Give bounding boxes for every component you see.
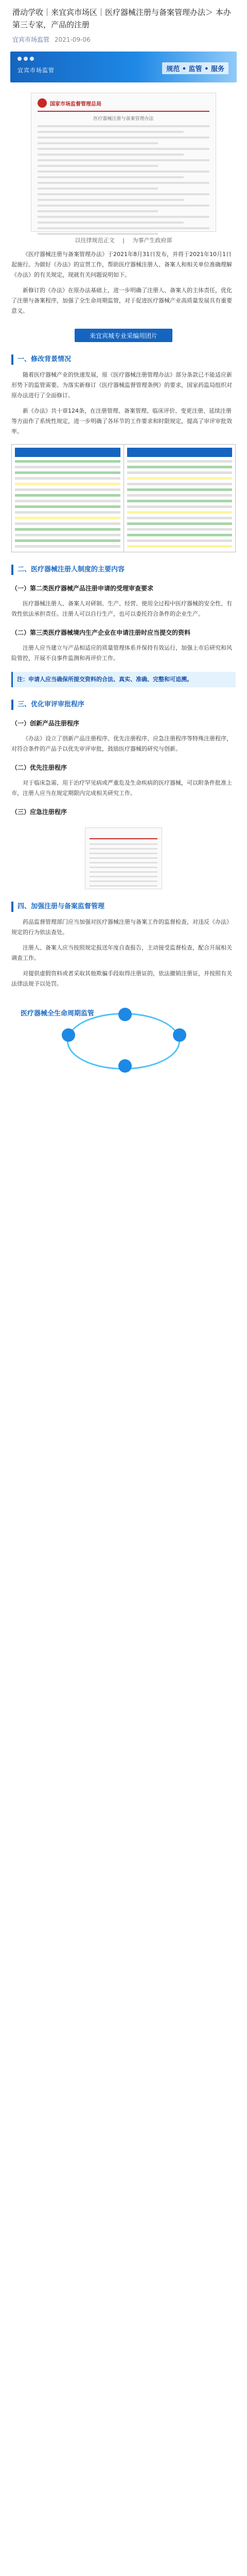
thumbnail-line xyxy=(90,885,157,887)
document-line xyxy=(38,222,184,224)
table-cell xyxy=(15,466,120,468)
document-line xyxy=(38,193,209,195)
table-cell xyxy=(15,517,120,519)
document-line xyxy=(38,176,184,178)
lifecycle-node-icon xyxy=(118,1008,132,1021)
table-cell xyxy=(15,534,120,536)
comparison-table-image xyxy=(11,444,236,552)
table-header-cell xyxy=(15,448,120,457)
header-banner xyxy=(10,52,237,82)
thumbnail-header xyxy=(90,832,157,839)
account-name[interactable]: 宜宾市场监管 xyxy=(12,36,50,43)
lifecycle-node-icon xyxy=(173,1028,186,1042)
table-cell xyxy=(127,528,233,531)
thumbnail-line xyxy=(90,862,157,863)
section-paragraph: 药品监督管理部门应当加强对医疗器械注册与备案工作的监督检查，对违反《办法》规定的行为依法查处。 xyxy=(11,919,232,936)
section-heading: 二、医疗器械注册人制度的主要内容 xyxy=(11,565,236,575)
table-column xyxy=(12,445,124,552)
section-paragraph: 新《办法》共十章124条，在注册管理、备案管理、临床评价、变更注册、延续注册等方面作了系统性规定，进一步明确了各环节的工作要求和时限规定，提高了审评审批效率。 xyxy=(11,408,232,435)
document-image xyxy=(31,93,216,232)
intro-paragraph: 新修订的《办法》在原办法基础上，进一步明确了注册人、备案人的主体责任，优化了注册与备案程序，加强了全生命周期监管，对于促进医疗器械产业高质量发展具有重要意义。 xyxy=(11,287,232,314)
document-line xyxy=(38,154,184,156)
document-line xyxy=(38,171,209,173)
table-cell xyxy=(15,528,120,531)
table-cell xyxy=(15,522,120,525)
section-paragraph: 注册人应当建立与产品相适应的质量管理体系并保持有效运行，加强上市后研究和风险管控，开展不良事件监测和再评价工作。 xyxy=(11,645,232,662)
document-line xyxy=(38,142,158,144)
table-cell xyxy=(15,477,120,480)
document-line xyxy=(38,159,209,161)
table-cell xyxy=(127,483,233,485)
table-cell xyxy=(127,466,233,468)
document-line xyxy=(38,125,209,127)
thumbnail-line xyxy=(90,853,157,854)
table-cell xyxy=(127,511,233,514)
thumbnail-line xyxy=(90,848,157,850)
section-paragraph: 注册人、备案人应当按照规定报送年度自查报告，主动接受监督检查，配合开展相关调查工作。 xyxy=(11,944,232,961)
table-cell xyxy=(127,477,233,480)
section-paragraph: 《办法》设立了创新产品注册程序、优先注册程序、应急注册程序等特殊注册程序，对符合条件的产品予以优先审评审批，鼓励医疗器械的研究与创新。 xyxy=(11,735,232,752)
table-cell xyxy=(127,545,233,548)
section-heading: 四、加强注册与备案监督管理 xyxy=(11,902,236,912)
publish-date: 2021-09-06 xyxy=(55,36,91,43)
table-cell xyxy=(15,460,120,463)
table-cell xyxy=(15,494,120,497)
document-line xyxy=(38,210,158,212)
emblem-icon xyxy=(38,98,47,108)
document-line xyxy=(38,188,158,190)
article-title: 滑动学收｜来宜宾市场区｜医疗器械注册与备案管理办法＞ 本办第三专家，产品的注册 xyxy=(12,8,231,29)
document-line xyxy=(38,137,209,139)
article-meta xyxy=(12,35,235,44)
sub-heading: （二）第三类医疗器械境内生产企业在申请注册时应当提交的资料 xyxy=(11,629,191,636)
document-line xyxy=(38,199,184,201)
table-cell xyxy=(127,522,233,525)
table-cell xyxy=(127,494,233,497)
table-cell xyxy=(15,471,120,474)
banner-dots-icon xyxy=(17,57,34,61)
table-cell xyxy=(127,500,233,502)
table-cell xyxy=(15,500,120,502)
image-caption xyxy=(0,236,247,244)
table-cell xyxy=(127,539,233,542)
section-paragraph: 医疗器械注册人、备案人对研制、生产、经营、使用全过程中医疗器械的安全性、有效性依法承担责任。注册人可以自行生产，也可以委托符合条件的企业生产。 xyxy=(11,600,232,617)
document-line xyxy=(38,216,209,218)
table-cell xyxy=(15,488,120,491)
table-cell xyxy=(127,460,233,463)
highlight-note: 注：申请人应当确保所提交资料的合法、真实、准确、完整和可追溯。 xyxy=(11,672,236,687)
section-paragraph: 随着医疗器械产业的快速发展，原《医疗器械注册管理办法》部分条款已不能适应新形势下的监管需要。为落实新修订《医疗器械监督管理条例》的要求，国家药监局组织对原办法进行了全面修订。 xyxy=(11,371,232,399)
document-line xyxy=(38,165,158,167)
thumbnail-line xyxy=(90,867,157,868)
table-cell xyxy=(15,511,120,514)
thumbnail-line xyxy=(90,880,157,882)
table-cell xyxy=(127,534,233,536)
document-thumbnail-image xyxy=(85,827,162,889)
document-line xyxy=(38,131,184,133)
lifecycle-node-icon xyxy=(118,1059,132,1073)
document-header xyxy=(38,98,209,112)
table-cell xyxy=(15,545,120,548)
document-subtitle: 医疗器械注册与备案管理办法 xyxy=(93,116,154,122)
section-paragraph: 对于临床急需、用于治疗罕见病或严重危及生命疾病的医疗器械，可以附条件批准上市，注册人应当在规定期限内完成相关研究工作。 xyxy=(11,779,232,796)
lifecycle-illustration xyxy=(21,1008,226,1075)
table-cell xyxy=(127,488,233,491)
illustration-title: 医疗器械全生命周期监管 xyxy=(21,1010,95,1018)
intro-paragraph: 《医疗器械注册与备案管理办法》于2021年8月31日发布，并将于2021年10月1日起施行。为做好《办法》的宣贯工作，帮助医疗器械注册人、备案人和相关单位准确理解《办法》的有关规定，现就有关问题说明如下。 xyxy=(11,251,232,278)
thumbnail-line xyxy=(90,871,157,873)
caption-left: 以往律规范正文 xyxy=(75,237,115,244)
banner-logo: 宜宾市场监管 xyxy=(17,67,55,74)
table-column xyxy=(124,445,236,552)
thumbnail-line xyxy=(90,857,157,859)
caption-right: 为事产生政府部 xyxy=(132,237,172,244)
lifecycle-node-icon xyxy=(62,1028,75,1042)
sub-heading: （三）应急注册程序 xyxy=(11,808,67,816)
document-line xyxy=(38,182,209,184)
sub-heading: （二）优先注册程序 xyxy=(11,764,67,771)
document-header-label: 国家市场监督管理总局 xyxy=(50,101,101,107)
document-line xyxy=(38,148,209,150)
section-heading: 一、修改背景情况 xyxy=(11,354,236,365)
article-header xyxy=(0,0,247,44)
table-header-cell xyxy=(127,448,233,457)
document-line xyxy=(38,227,209,229)
table-cell xyxy=(127,471,233,474)
sub-heading: （一）创新产品注册程序 xyxy=(11,720,80,727)
caption-separator: | xyxy=(122,237,125,244)
sub-heading: （一）第二类医疗器械产品注册申请的受理审查要求 xyxy=(11,585,154,592)
thumbnail-line xyxy=(90,876,157,877)
document-line xyxy=(38,233,158,235)
section-label-box: 来宜宾城专业采编用团片 xyxy=(75,329,172,342)
banner-slogan: 规范 • 监管 • 服务 xyxy=(162,62,228,74)
table-cell xyxy=(127,517,233,519)
section-heading: 三、优化审评审批程序 xyxy=(11,700,236,710)
table-cell xyxy=(15,505,120,508)
table-cell xyxy=(15,483,120,485)
section-paragraph: 对提供虚假资料或者采取其他欺骗手段取得注册证的，依法撤销注册证，并按照有关法律法规予以处罚。 xyxy=(11,970,232,987)
document-line xyxy=(38,205,209,207)
table-cell xyxy=(127,505,233,508)
thumbnail-line xyxy=(90,843,157,845)
table-cell xyxy=(15,539,120,542)
